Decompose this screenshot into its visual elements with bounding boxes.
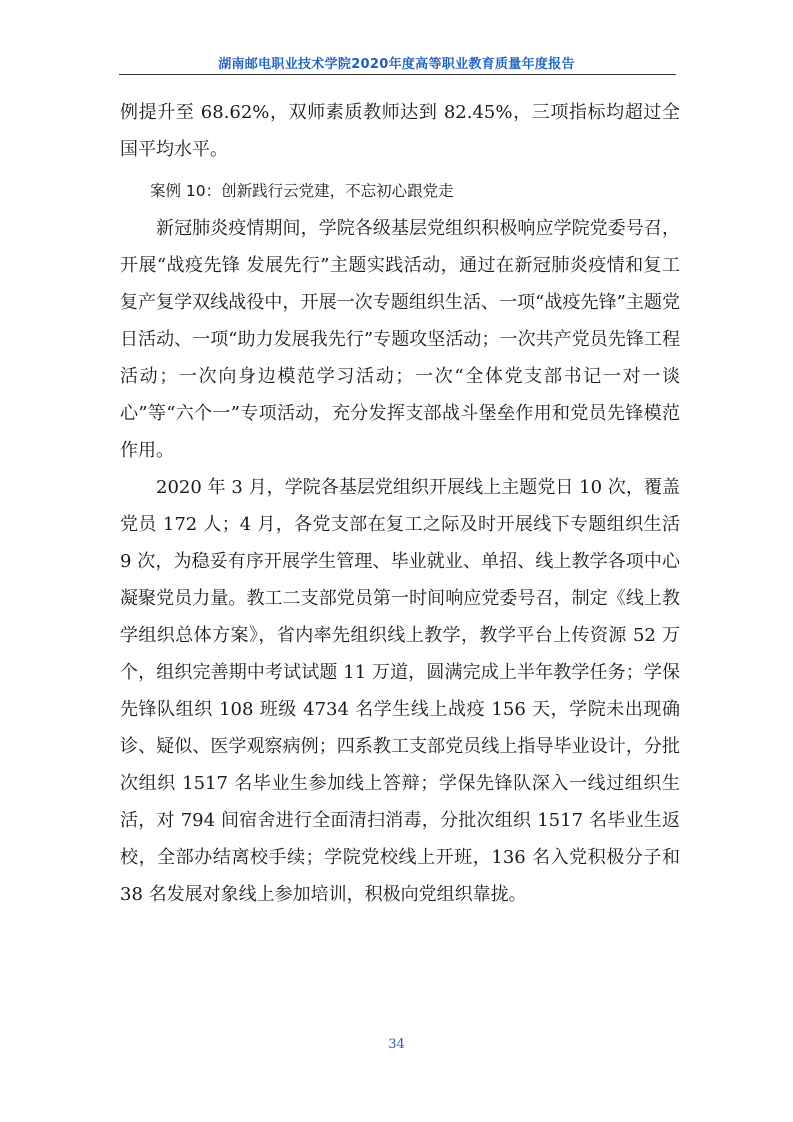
case-title: 案例 10：创新践行云党建，不忘初心跟党走 [150, 182, 454, 200]
header-rule [119, 74, 676, 75]
page-body [120, 94, 680, 913]
running-header: 湖南邮电职业技术学院2020年度高等职业教育质量年度报告 [218, 57, 575, 72]
page-number: 34 [388, 1037, 405, 1052]
continuation-paragraph: 例提升至 68.62%，双师素质教师达到 82.45%，三项指标均超过全国平均水平。 [120, 102, 680, 160]
paragraph-1: 新冠肺炎疫情期间，学院各级基层党组织积极响应学院党委号召，开展“战疫先锋 发展先行”主题实践活动，通过在新冠肺炎疫情和复工复产复学双线战役中，开展一次专题组织生活、一项“战疫先锋”主题党日活动、一项“助力发展我先行”专题攻坚活动；一次共产党员先锋工程活动；一次向身边模范学习活动；一次“全体党支部书记一对一谈心”等“六个一”专项活动，充分发挥支部战斗堡垒作用和党员先锋模范作用。 [120, 218, 680, 461]
paragraph-2: 2020 年 3 月，学院各基层党组织开展线上主题党日 10 次，覆盖党员 172 人；4 月，各党支部在复工之际及时开展线下专题组织生活 9 次，为稳妥有序开展学生管理、毕业就业、单招、线上教学各项中心凝聚党员力量。教工二支部党员第一时间响应党委号召，制定《线上教学组织总体方案》，省内率先组织线上教学，教学平台上传资源 52 万个，组织完善期中考试试题 11 万道，圆满完成上半年教学任务；学保先锋队组织 108 班级 4734 名学生线上战疫 156 天，学院未出现确诊、疑似、医学观察病例；四系教工支部党员线上指导毕业设计，分批次组织 1517 名毕业生参加线上答辩；学保先锋队深入一线过组织生活，对 794 间宿舍进行全面清扫消毒，分批次组织 1517 名毕业生返校，全部办结离校手续；学院党校线上开班，136 名入党积极分子和 38 名发展对象线上参加培训，积极向党组织靠拢。 [120, 477, 680, 905]
